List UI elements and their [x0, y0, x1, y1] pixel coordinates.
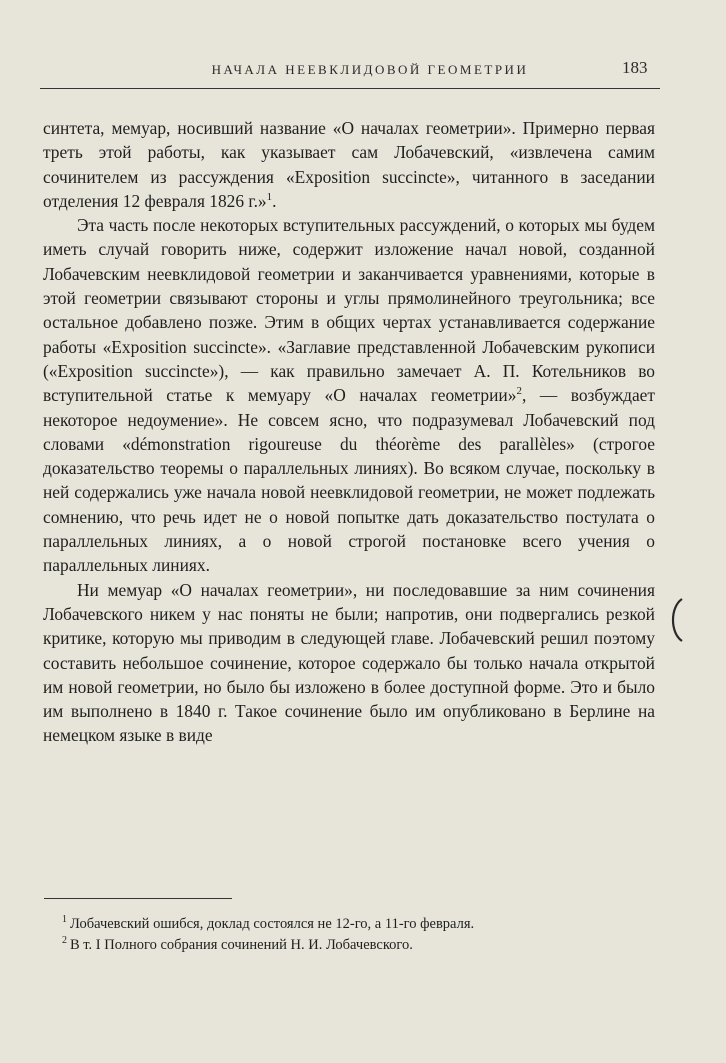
header-rule	[40, 88, 660, 89]
footnote	[44, 935, 656, 956]
running-title: НАЧАЛА НЕЕВКЛИДОВОЙ ГЕОМЕТРИИ	[211, 62, 529, 77]
main-text	[43, 116, 655, 748]
footnote-text: Лобачевский ошибся, доклад состоялся не 12-го, а 11-го февраля.	[70, 916, 475, 932]
footnote-marker: 1	[62, 914, 67, 926]
footnotes	[44, 914, 656, 956]
paragraph	[43, 116, 655, 213]
page-number: 183	[622, 58, 648, 77]
footnote-marker: 2	[62, 935, 67, 947]
paragraph	[43, 213, 655, 577]
paragraph-text: Эта часть после некоторых вступительных рассуждений, о которых мы будем иметь случай говорить ниже, содержит изложение начал новой, созданной Лобачевским неевклидовой геометрии и заканчивается уравнениями, которые в этой геометрии связывают стороны и углы прямолинейного треугольника; все остальное добавлено позже. Этим в общих чертах устанавливается содержание работы «Exposition succincte». «Заглавие представленной Лобачевским рукописи («Exposition succincte»), — как правильно замечает А. П. Котельников во вступительной статье к мемуару «О началах геометрии»	[43, 215, 655, 406]
paragraph-text: Ни мемуар «О началах геометрии», ни последовавшие за ним сочинения Лобачевского никем у нас поняты не были; напротив, они подвергались резкой критике, которую мы приводим в следующей главе. Лобачевский решил поэтому составить небольшое сочинение, которое содержало бы только начала открытой им новой геометрии, но было бы изложено в более доступной форме. Это и было им выполнено в 1840 г. Такое сочинение было им опубликовано в Берлине на немецком языке в виде	[43, 579, 655, 746]
footnote	[44, 914, 656, 935]
margin-bracket-mark	[664, 597, 690, 643]
paragraph-text: .	[272, 190, 277, 211]
footnote-reference: 2	[516, 385, 522, 398]
footnote-rule	[44, 898, 232, 899]
paragraph-text: , — возбуждает некоторое недоумение». Не совсем ясно, что подразумевал Лобачевский под словами «démonstration rigoureuse du théorème des parallèles» (строгое доказательство теоремы о параллельных линиях). Во всяком случае, поскольку в ней содержались уже начала новой неевклидовой геометрии, не может подлежать сомнению, что речь идет не о новой попытке дать доказательство постулата о параллельных линиях, а о новой строгой постановке всего учения о параллельных линиях.	[43, 385, 655, 576]
paragraph-text: синтета, мемуар, носивший название «О началах геометрии». Примерно первая треть этой работы, как указывает сам Лобачевский, «извлечена самим сочинителем из рассуждения «Exposition succincte», читанного в заседании отделения 12 февраля 1826 г.»	[43, 118, 655, 211]
paragraph	[43, 578, 655, 748]
footnote-text: В т. I Полного собрания сочинений Н. И. Лобачевского.	[70, 937, 413, 953]
footnote-reference: 1	[266, 191, 273, 204]
